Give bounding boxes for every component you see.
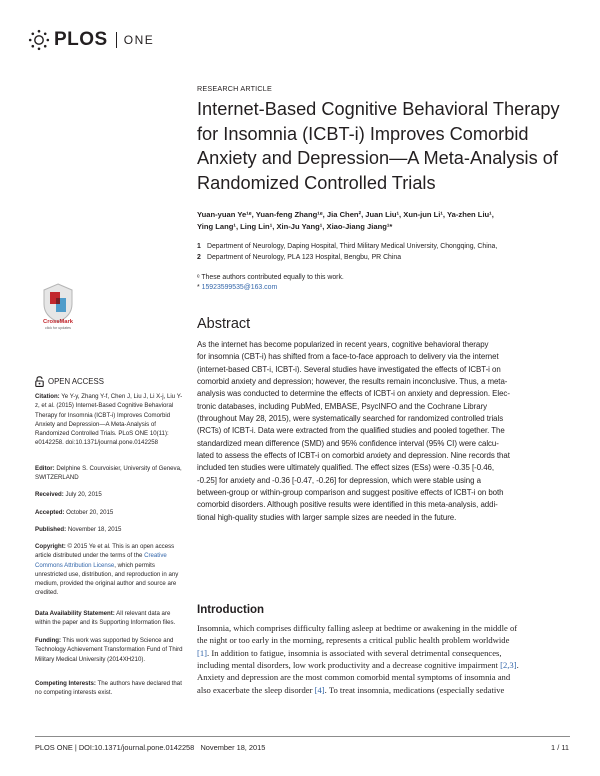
abstract-line: tronic databases, including PubMed, EMBASE, PsycINFO and the Cochrane Library [197, 401, 488, 411]
abstract-line: analysis was conducted to determine the effects of ICBT-i on anxiety and depression. Elec- [197, 389, 510, 399]
data-availability-block: Data Availability Statement: All relevant data are within the paper and its Supporting Information files. [35, 610, 176, 627]
funding-block: Funding: This work was supported by Science and Technology Achievement Transformation Fund of Third Military Medical University (2014XH210). [35, 637, 183, 663]
corresponding-email-link[interactable]: 15923599535@163.com [201, 284, 278, 291]
intro-line: the night or too early in the morning, represents a critical public health problem worldwide [197, 635, 510, 646]
abstract-line: comorbid disorders. Although positive results were identified in this meta-analysis, addi- [197, 500, 498, 510]
abstract-line: -0.25] for anxiety and -0.36 [-0.47, -0.26] for depression, which were stable using a [197, 475, 481, 485]
abstract-line: lated to assess the effects of ICBT-i on comorbid anxiety and depression. Nine records that [197, 451, 510, 461]
open-access-badge [35, 376, 183, 387]
introduction-body [197, 622, 569, 696]
plos-logo-icon [28, 29, 50, 51]
introduction-heading: Introduction [197, 604, 265, 616]
affiliation-2: 2 Department of Neurology, PLA 123 Hospital, Bengbu, PR China [197, 254, 402, 261]
abstract-line: standardized mean difference (SMD) and 95% confidence interval (95% CI) were calcu- [197, 438, 499, 448]
intro-line: Anxiety and depression are the most common comorbid mental symptoms of insomnia and [197, 672, 511, 683]
crossmark-label[interactable]: CrossMark [43, 319, 73, 325]
abstract-line: (RCTs) of ICBT-i. Data were extracted from the qualified studies and pooled together. The [197, 426, 505, 436]
received-date: Received: July 20, 2015 [35, 491, 102, 498]
logo-journal-text: ONE [123, 33, 155, 47]
affiliation-1: 1 Department of Neurology, Daping Hospital, Third Military Medical University, Chongqing, China, [197, 243, 498, 250]
equal-contribution-note: ᵉ These authors contributed equally to this work. [197, 274, 344, 281]
plos-one-logo[interactable] [28, 26, 154, 54]
page-number: 1 / 11 [551, 743, 569, 752]
reference-link-4[interactable]: [4] [314, 684, 325, 695]
abstract-line: comorbid anxiety and depression; however, the results remain inconclusive. Thus, a meta- [197, 377, 508, 387]
intro-line: also exacerbate the sleep disorder [4]. To treat insomnia, medications (especially sedative [197, 684, 505, 695]
abstract-line: As the internet has become popularized in recent years, cognitive behavioral therapy [197, 340, 489, 349]
author-list [197, 209, 569, 234]
intro-line: [1]. In addition to fatigue, insomnia is associated with several detrimental consequences, [197, 647, 502, 658]
intro-line: including mental disorders, low work productivity and a decrease cognitive impairment [2,3]. [197, 660, 519, 671]
abstract-line: (throughout May 28, 2015), were systematically searched for randomized controlled trials [197, 414, 504, 424]
article-title: Internet-Based Cognitive Behavioral Therapy for Insomnia (ICBT-i) Improves Comorbid Anxiety and Depression—A Meta-Analysis of Randomized Controlled Trials [197, 99, 560, 193]
footer-citation: PLOS ONE | DOI:10.1371/journal.pone.0142258 November 18, 2015 [35, 743, 266, 752]
abstract-line: between-group or within-group comparison and suggest positive effects of ICBT-i on both [197, 488, 504, 498]
article-type: RESEARCH ARTICLE [197, 84, 272, 93]
abstract-line: tional high-quality studies with larger sample sizes are needed in the future. [197, 512, 457, 522]
logo-plos-text: PLOS [54, 29, 108, 50]
license-link[interactable]: Creative Commons Attribution License [35, 552, 167, 569]
correspondence-note: * 15923599535@163.com [197, 284, 278, 291]
author-line-2[interactable]: Ying Lang¹, Ling Lin¹, Xin-Ju Yang¹, Xiao-Jiang Jiang¹* [197, 222, 393, 232]
abstract-line: for insomnia (CBT-i) has shifted from a face-to-face approach to delivery via the internet [197, 352, 499, 362]
citation-block: Citation: Ye Y-y, Zhang Y-f, Chen J, Liu J, Li X-j, Liu Y-z, et al. (2015) Internet-Based Cognitive Behavioral Therapy for Insomnia (ICBT-i) Improves Comorbid Anxiety and Depression—A Meta-Analysis of Randomized Controlled Trials. PLoS ONE 10(11): e0142258. doi:10.1371/journal.pone.0142258 [35, 393, 183, 447]
footer-divider [35, 736, 570, 737]
competing-interests-block: Competing Interests: The authors have declared that no competing interests exist. [35, 680, 182, 697]
logo-divider [116, 32, 117, 48]
abstract-line: included ten studies were ultimately qualified. The effect sizes (ESs) were -0.35 [-0.46, [197, 463, 495, 473]
reference-link-2-3[interactable]: [2,3] [500, 660, 517, 671]
intro-line: Insomnia, which comprises difficulty falling asleep at bedtime or awakening in the middle of [197, 623, 518, 633]
published-date: Published: November 18, 2015 [35, 526, 122, 533]
copyright-block: Copyright: © 2015 Ye et al. This is an open access article distributed under the terms of the Creative Commons Attribution License, which permits unrestricted use, distribution, and reproduction in any medium, provided the original author and source are credited. [35, 543, 179, 597]
abstract-body [197, 339, 569, 524]
editor-block: Editor: Delphine S. Courvoisier, University of Geneva, SWITZERLAND [35, 465, 182, 482]
open-access-label: OPEN ACCESS [48, 377, 104, 386]
abstract-line: (internet-based CBT-i, ICBT-i). Several studies have investigated the effects of ICBT-i on [197, 364, 501, 374]
author-line-1[interactable]: Yuan-yuan Ye¹ᵉ, Yuan-feng Zhang¹ᵉ, Jia Chen², Juan Liu¹, Xun-jun Li¹, Ya-zhen Liu¹, [197, 210, 494, 219]
crossmark-sublabel[interactable]: click for updates [45, 326, 71, 330]
accepted-date: Accepted: October 20, 2015 [35, 509, 114, 516]
open-lock-icon [35, 376, 44, 387]
reference-link-1[interactable]: [1] [197, 647, 208, 658]
abstract-heading: Abstract [197, 316, 251, 332]
